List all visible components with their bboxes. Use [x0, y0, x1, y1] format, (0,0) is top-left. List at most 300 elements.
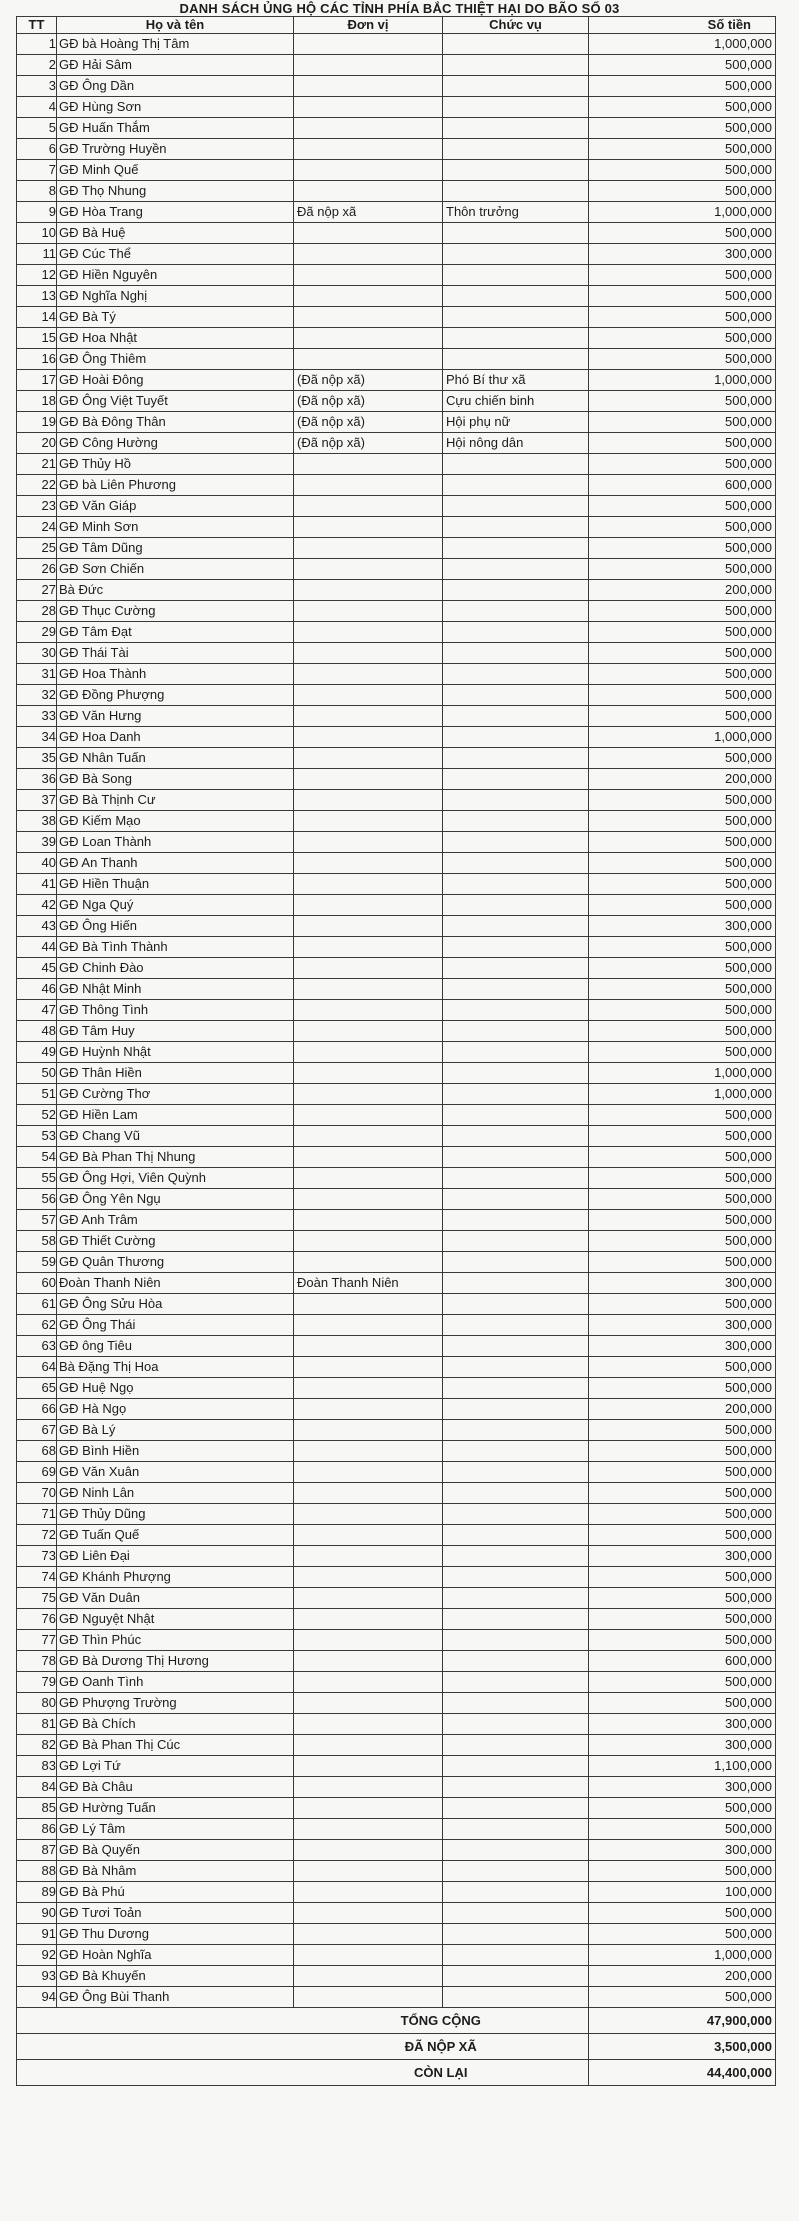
table-row	[17, 769, 776, 790]
cell-name: GĐ Minh Sơn	[57, 517, 294, 538]
cell-tt: 29	[17, 622, 57, 643]
table-row	[17, 937, 776, 958]
table-row	[17, 1042, 776, 1063]
table-row	[17, 1798, 776, 1819]
cell-amount: 1,000,000	[589, 370, 776, 391]
cell-position	[443, 1399, 589, 1420]
table-row	[17, 853, 776, 874]
cell-amount: 500,000	[589, 1420, 776, 1441]
table-row	[17, 1462, 776, 1483]
table-row	[17, 1861, 776, 1882]
cell-tt: 78	[17, 1651, 57, 1672]
cell-name: GĐ Ông Dần	[57, 76, 294, 97]
table-row	[17, 1672, 776, 1693]
cell-amount: 1,000,000	[589, 1945, 776, 1966]
cell-position	[443, 790, 589, 811]
cell-unit	[294, 1084, 443, 1105]
cell-amount: 500,000	[589, 433, 776, 454]
cell-unit	[294, 1399, 443, 1420]
cell-tt: 80	[17, 1693, 57, 1714]
cell-unit	[294, 706, 443, 727]
cell-tt: 27	[17, 580, 57, 601]
cell-unit	[294, 307, 443, 328]
cell-name: GĐ Huỳnh Nhật	[57, 1042, 294, 1063]
cell-name: GĐ Bà Nhâm	[57, 1861, 294, 1882]
cell-name: GĐ Hòa Trang	[57, 202, 294, 223]
cell-tt: 81	[17, 1714, 57, 1735]
cell-unit	[294, 1903, 443, 1924]
cell-tt: 22	[17, 475, 57, 496]
table-row	[17, 1000, 776, 1021]
cell-position	[443, 223, 589, 244]
cell-amount: 1,000,000	[589, 1063, 776, 1084]
cell-amount: 500,000	[589, 1000, 776, 1021]
summary-spacer	[17, 2008, 294, 2034]
cell-tt: 51	[17, 1084, 57, 1105]
cell-amount: 500,000	[589, 601, 776, 622]
table-row	[17, 1399, 776, 1420]
cell-name: GĐ Thông Tình	[57, 1000, 294, 1021]
cell-position	[443, 118, 589, 139]
cell-unit	[294, 1189, 443, 1210]
cell-tt: 33	[17, 706, 57, 727]
table-row	[17, 748, 776, 769]
cell-tt: 17	[17, 370, 57, 391]
summary-label: TỔNG CỘNG	[294, 2008, 589, 2034]
cell-unit	[294, 1735, 443, 1756]
cell-unit	[294, 1021, 443, 1042]
cell-position	[443, 1042, 589, 1063]
cell-amount: 500,000	[589, 1441, 776, 1462]
cell-unit	[294, 1231, 443, 1252]
table-row	[17, 139, 776, 160]
cell-unit	[294, 454, 443, 475]
cell-unit	[294, 622, 443, 643]
summary-amount: 47,900,000	[589, 2008, 776, 2034]
cell-amount: 500,000	[589, 1357, 776, 1378]
cell-name: GĐ Ông Sửu Hòa	[57, 1294, 294, 1315]
cell-unit	[294, 601, 443, 622]
cell-name: GĐ Thìn Phúc	[57, 1630, 294, 1651]
cell-amount: 500,000	[589, 643, 776, 664]
cell-name: GĐ Chinh Đào	[57, 958, 294, 979]
cell-unit: Đoàn Thanh Niên	[294, 1273, 443, 1294]
cell-position	[443, 1651, 589, 1672]
cell-name: GĐ Loan Thành	[57, 832, 294, 853]
cell-position	[443, 1147, 589, 1168]
cell-name: GĐ bà Hoàng Thị Tâm	[57, 34, 294, 55]
cell-amount: 500,000	[589, 160, 776, 181]
cell-unit	[294, 1651, 443, 1672]
cell-amount: 200,000	[589, 1966, 776, 1987]
cell-amount: 500,000	[589, 685, 776, 706]
cell-name: GĐ Bà Đông Thân	[57, 412, 294, 433]
cell-position	[443, 1567, 589, 1588]
cell-tt: 70	[17, 1483, 57, 1504]
cell-amount: 500,000	[589, 1189, 776, 1210]
cell-name: GĐ Thân Hiền	[57, 1063, 294, 1084]
cell-position	[443, 244, 589, 265]
cell-tt: 72	[17, 1525, 57, 1546]
cell-tt: 48	[17, 1021, 57, 1042]
cell-position	[443, 1168, 589, 1189]
cell-unit	[294, 1357, 443, 1378]
table-row	[17, 496, 776, 517]
cell-name: GĐ Thủy Hồ	[57, 454, 294, 475]
summary-amount: 44,400,000	[589, 2060, 776, 2086]
cell-tt: 23	[17, 496, 57, 517]
cell-unit	[294, 286, 443, 307]
table-row	[17, 1903, 776, 1924]
cell-unit	[294, 1987, 443, 2008]
cell-amount: 500,000	[589, 979, 776, 1000]
cell-position	[443, 664, 589, 685]
table-row	[17, 475, 776, 496]
cell-unit	[294, 1042, 443, 1063]
cell-amount: 500,000	[589, 1504, 776, 1525]
cell-position	[443, 643, 589, 664]
cell-name: GĐ Hoa Danh	[57, 727, 294, 748]
cell-name: GĐ Tâm Dũng	[57, 538, 294, 559]
cell-amount: 500,000	[589, 937, 776, 958]
table-row	[17, 580, 776, 601]
cell-position	[443, 1861, 589, 1882]
table-row	[17, 1021, 776, 1042]
cell-tt: 28	[17, 601, 57, 622]
cell-position	[443, 1777, 589, 1798]
cell-unit	[294, 34, 443, 55]
cell-tt: 93	[17, 1966, 57, 1987]
cell-tt: 15	[17, 328, 57, 349]
table-row	[17, 538, 776, 559]
cell-unit	[294, 790, 443, 811]
table-row	[17, 160, 776, 181]
cell-position	[443, 1357, 589, 1378]
cell-name: GĐ Hiền Nguyên	[57, 265, 294, 286]
table-row	[17, 55, 776, 76]
cell-unit	[294, 958, 443, 979]
summary-spacer	[17, 2060, 294, 2086]
cell-position	[443, 1630, 589, 1651]
cell-position	[443, 1756, 589, 1777]
cell-name: GĐ Lợi Tứ	[57, 1756, 294, 1777]
cell-tt: 4	[17, 97, 57, 118]
cell-position	[443, 160, 589, 181]
cell-position	[443, 349, 589, 370]
cell-amount: 500,000	[589, 1231, 776, 1252]
table-row	[17, 181, 776, 202]
cell-name: GĐ Ông Yên Ngụ	[57, 1189, 294, 1210]
table-row	[17, 706, 776, 727]
cell-amount: 200,000	[589, 769, 776, 790]
cell-position	[443, 1462, 589, 1483]
cell-position	[443, 97, 589, 118]
cell-unit	[294, 559, 443, 580]
cell-name: GĐ Hoa Nhật	[57, 328, 294, 349]
cell-unit	[294, 769, 443, 790]
cell-unit	[294, 1252, 443, 1273]
cell-unit	[294, 1714, 443, 1735]
cell-name: GĐ Ông Thái	[57, 1315, 294, 1336]
cell-tt: 87	[17, 1840, 57, 1861]
cell-name: GĐ Bà Thịnh Cư	[57, 790, 294, 811]
cell-position	[443, 1441, 589, 1462]
table-row	[17, 370, 776, 391]
cell-name: GĐ Hoa Thành	[57, 664, 294, 685]
cell-position	[443, 1903, 589, 1924]
table-row	[17, 1336, 776, 1357]
cell-name: GĐ Ông Thiêm	[57, 349, 294, 370]
cell-unit	[294, 643, 443, 664]
cell-tt: 53	[17, 1126, 57, 1147]
cell-name: GĐ Lý Tâm	[57, 1819, 294, 1840]
cell-position	[443, 1609, 589, 1630]
cell-position	[443, 538, 589, 559]
cell-position	[443, 706, 589, 727]
cell-tt: 46	[17, 979, 57, 1000]
cell-amount: 500,000	[589, 1630, 776, 1651]
table-row	[17, 1651, 776, 1672]
cell-position	[443, 1945, 589, 1966]
cell-unit: (Đã nộp xã)	[294, 370, 443, 391]
cell-tt: 18	[17, 391, 57, 412]
cell-unit	[294, 1315, 443, 1336]
cell-amount: 500,000	[589, 1105, 776, 1126]
table-row	[17, 811, 776, 832]
cell-position	[443, 1231, 589, 1252]
cell-unit	[294, 1504, 443, 1525]
cell-unit	[294, 1756, 443, 1777]
cell-name: GĐ Thục Cường	[57, 601, 294, 622]
cell-unit	[294, 1840, 443, 1861]
summary-row	[17, 2008, 776, 2034]
table-row	[17, 1210, 776, 1231]
cell-position	[443, 286, 589, 307]
cell-amount: 500,000	[589, 265, 776, 286]
table-row	[17, 1714, 776, 1735]
cell-position	[443, 1315, 589, 1336]
cell-tt: 91	[17, 1924, 57, 1945]
cell-tt: 71	[17, 1504, 57, 1525]
cell-amount: 300,000	[589, 916, 776, 937]
cell-amount: 500,000	[589, 895, 776, 916]
table-row	[17, 958, 776, 979]
cell-tt: 59	[17, 1252, 57, 1273]
cell-amount: 500,000	[589, 790, 776, 811]
cell-name: Bà Đức	[57, 580, 294, 601]
cell-tt: 69	[17, 1462, 57, 1483]
cell-position: Phó Bí thư xã	[443, 370, 589, 391]
cell-position	[443, 1189, 589, 1210]
cell-tt: 55	[17, 1168, 57, 1189]
cell-unit	[294, 1336, 443, 1357]
table-row	[17, 244, 776, 265]
cell-name: GĐ Bà Lý	[57, 1420, 294, 1441]
cell-name: GĐ Nhân Tuấn	[57, 748, 294, 769]
cell-unit	[294, 1378, 443, 1399]
cell-name: GĐ Bà Dương Thị Hương	[57, 1651, 294, 1672]
cell-amount: 500,000	[589, 1798, 776, 1819]
cell-name: GĐ Ông Bùi Thanh	[57, 1987, 294, 2008]
cell-amount: 500,000	[589, 1567, 776, 1588]
cell-name: GĐ Bà Quyến	[57, 1840, 294, 1861]
cell-name: GĐ Hoài Đông	[57, 370, 294, 391]
cell-name: GĐ Huấn Thắm	[57, 118, 294, 139]
cell-tt: 60	[17, 1273, 57, 1294]
cell-name: GĐ Văn Giáp	[57, 496, 294, 517]
cell-amount: 500,000	[589, 664, 776, 685]
cell-name: GĐ Nga Quý	[57, 895, 294, 916]
cell-position: Thôn trưởng	[443, 202, 589, 223]
cell-amount: 300,000	[589, 1336, 776, 1357]
cell-tt: 6	[17, 139, 57, 160]
cell-unit	[294, 1126, 443, 1147]
cell-tt: 54	[17, 1147, 57, 1168]
cell-unit	[294, 517, 443, 538]
cell-unit	[294, 475, 443, 496]
cell-unit	[294, 97, 443, 118]
cell-name: GĐ Tuấn Quế	[57, 1525, 294, 1546]
cell-tt: 63	[17, 1336, 57, 1357]
cell-name: GĐ Trường Huyền	[57, 139, 294, 160]
cell-unit	[294, 1630, 443, 1651]
table-row	[17, 1945, 776, 1966]
cell-name: GĐ Chang Vũ	[57, 1126, 294, 1147]
table-row	[17, 1546, 776, 1567]
cell-amount: 300,000	[589, 1273, 776, 1294]
cell-position	[443, 916, 589, 937]
cell-name: GĐ Thu Dương	[57, 1924, 294, 1945]
table-row	[17, 1126, 776, 1147]
cell-unit	[294, 664, 443, 685]
cell-unit: Đã nộp xã	[294, 202, 443, 223]
cell-amount: 500,000	[589, 118, 776, 139]
cell-amount: 500,000	[589, 1588, 776, 1609]
cell-amount: 500,000	[589, 1483, 776, 1504]
cell-name: GĐ Sơn Chiến	[57, 559, 294, 580]
document-title: DANH SÁCH ỦNG HỘ CÁC TỈNH PHÍA BẮC THIỆT HẠI DO BÃO SỐ 03	[179, 1, 620, 16]
table-row	[17, 1693, 776, 1714]
cell-name: GĐ Bà Châu	[57, 1777, 294, 1798]
summary-row	[17, 2060, 776, 2086]
cell-unit	[294, 55, 443, 76]
cell-unit	[294, 811, 443, 832]
cell-position	[443, 1966, 589, 1987]
cell-position	[443, 622, 589, 643]
table-row	[17, 727, 776, 748]
table-header-row	[17, 17, 776, 34]
cell-name: GĐ An Thanh	[57, 853, 294, 874]
cell-name: GĐ ông Tiêu	[57, 1336, 294, 1357]
cell-amount: 500,000	[589, 391, 776, 412]
cell-tt: 50	[17, 1063, 57, 1084]
cell-position	[443, 1336, 589, 1357]
cell-tt: 7	[17, 160, 57, 181]
cell-tt: 61	[17, 1294, 57, 1315]
cell-unit	[294, 937, 443, 958]
cell-unit	[294, 1567, 443, 1588]
table-row	[17, 433, 776, 454]
cell-position	[443, 1588, 589, 1609]
cell-position	[443, 727, 589, 748]
cell-position	[443, 454, 589, 475]
table-row	[17, 1630, 776, 1651]
cell-name: GĐ Kiếm Mạo	[57, 811, 294, 832]
table-row	[17, 622, 776, 643]
cell-unit	[294, 580, 443, 601]
cell-tt: 85	[17, 1798, 57, 1819]
cell-position	[443, 979, 589, 1000]
cell-position	[443, 1735, 589, 1756]
cell-tt: 24	[17, 517, 57, 538]
cell-amount: 500,000	[589, 223, 776, 244]
cell-position	[443, 496, 589, 517]
cell-amount: 500,000	[589, 958, 776, 979]
cell-name: GĐ Công Hường	[57, 433, 294, 454]
cell-amount: 500,000	[589, 1021, 776, 1042]
cell-position	[443, 55, 589, 76]
cell-name: GĐ Oanh Tình	[57, 1672, 294, 1693]
cell-tt: 9	[17, 202, 57, 223]
table-row	[17, 454, 776, 475]
cell-amount: 500,000	[589, 328, 776, 349]
cell-amount: 500,000	[589, 1147, 776, 1168]
cell-position	[443, 1546, 589, 1567]
cell-position	[443, 517, 589, 538]
cell-unit	[294, 832, 443, 853]
table-row	[17, 223, 776, 244]
cell-tt: 1	[17, 34, 57, 55]
cell-name: GĐ Quân Thương	[57, 1252, 294, 1273]
cell-position	[443, 874, 589, 895]
cell-name: GĐ Hiền Lam	[57, 1105, 294, 1126]
cell-amount: 100,000	[589, 1882, 776, 1903]
cell-unit	[294, 1672, 443, 1693]
cell-name: GĐ Hùng Sơn	[57, 97, 294, 118]
table-row	[17, 97, 776, 118]
cell-amount: 500,000	[589, 706, 776, 727]
table-row	[17, 1441, 776, 1462]
cell-name: GĐ Bà Phú	[57, 1882, 294, 1903]
cell-tt: 73	[17, 1546, 57, 1567]
cell-position	[443, 601, 589, 622]
cell-tt: 12	[17, 265, 57, 286]
cell-tt: 45	[17, 958, 57, 979]
cell-unit	[294, 1441, 443, 1462]
cell-amount: 1,000,000	[589, 1084, 776, 1105]
cell-name: GĐ Thiết Cường	[57, 1231, 294, 1252]
cell-tt: 77	[17, 1630, 57, 1651]
cell-tt: 92	[17, 1945, 57, 1966]
cell-amount: 1,100,000	[589, 1756, 776, 1777]
cell-unit	[294, 1546, 443, 1567]
cell-amount: 300,000	[589, 244, 776, 265]
cell-unit	[294, 1882, 443, 1903]
cell-tt: 14	[17, 307, 57, 328]
cell-unit	[294, 1000, 443, 1021]
table-row	[17, 1378, 776, 1399]
cell-name: GĐ Nguyệt Nhật	[57, 1609, 294, 1630]
cell-tt: 43	[17, 916, 57, 937]
table-row	[17, 1504, 776, 1525]
cell-amount: 500,000	[589, 97, 776, 118]
cell-unit	[294, 1525, 443, 1546]
table-body	[17, 34, 776, 2008]
table-row	[17, 1252, 776, 1273]
cell-name: GĐ Cường Thơ	[57, 1084, 294, 1105]
cell-position	[443, 1021, 589, 1042]
cell-name: GĐ Bà Song	[57, 769, 294, 790]
